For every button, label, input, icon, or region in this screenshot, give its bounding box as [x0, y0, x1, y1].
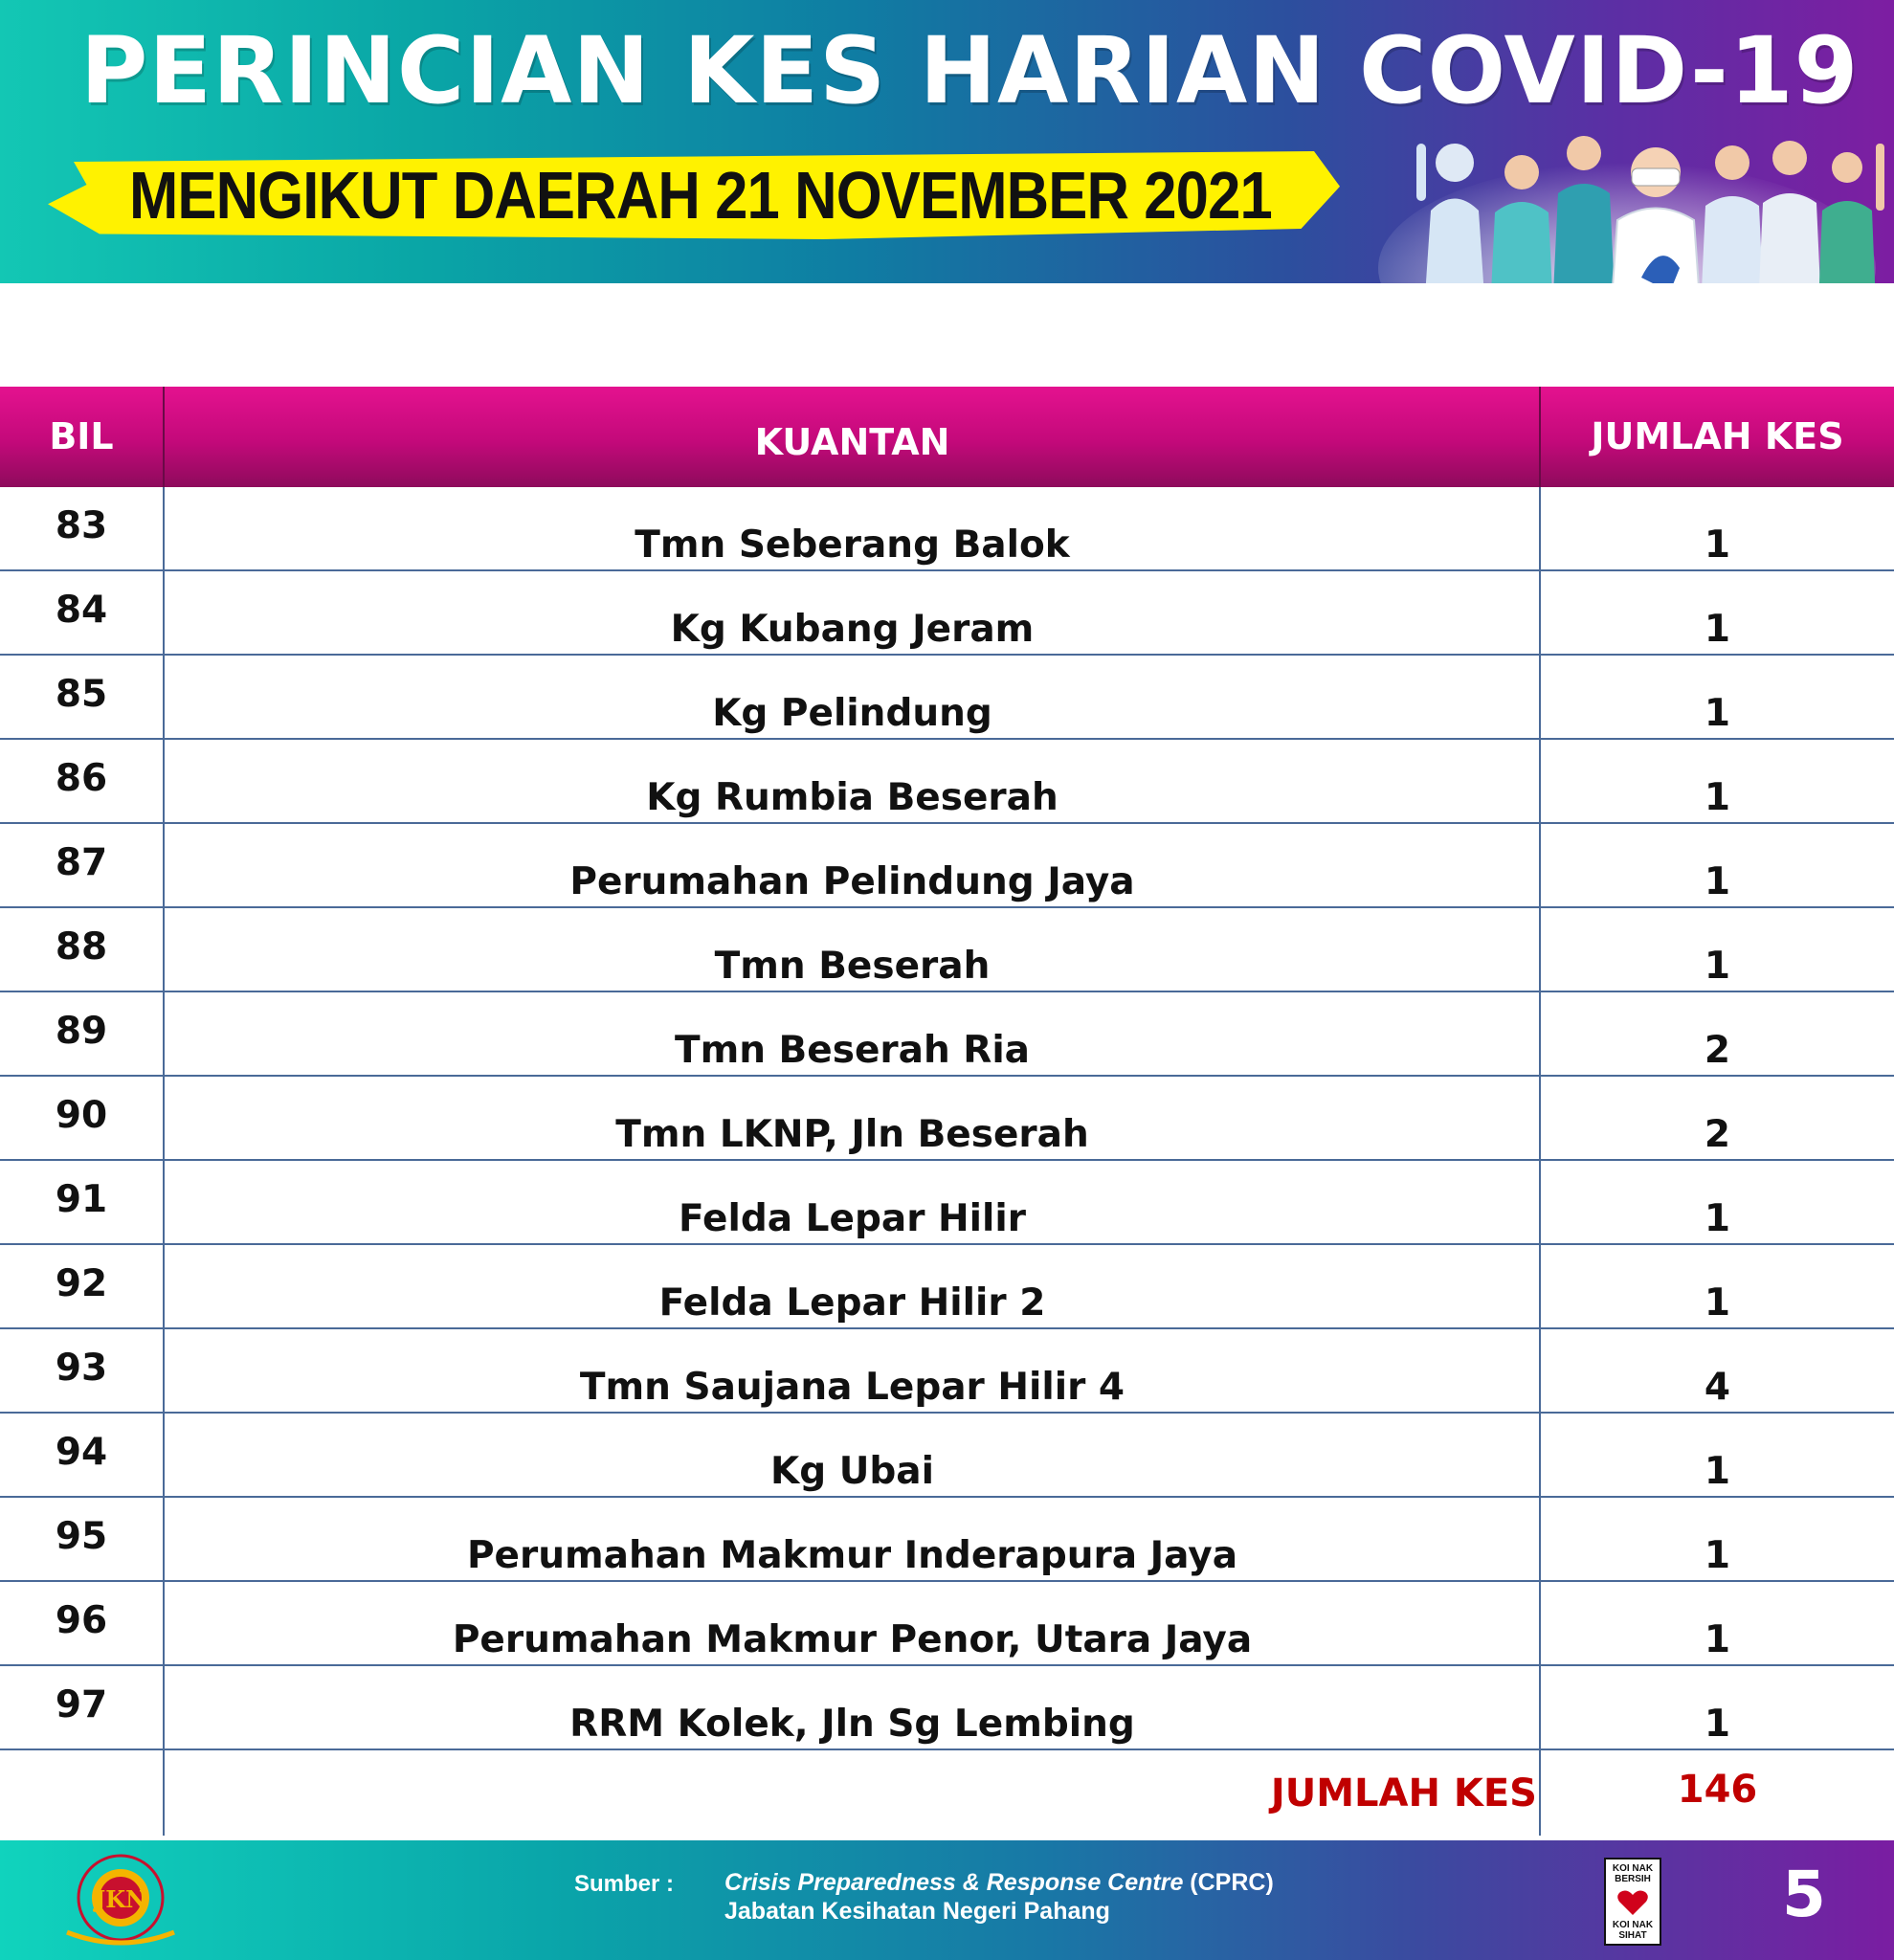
table-row — [0, 1245, 1894, 1329]
row-number: 84 — [55, 589, 108, 632]
row-number: 96 — [55, 1599, 108, 1642]
header-banner — [0, 0, 1894, 283]
row-location: Perumahan Pelindung Jaya — [569, 860, 1135, 903]
row-location: Kg Kubang Jeram — [670, 608, 1035, 651]
row-location: Felda Lepar Hilir — [678, 1197, 1027, 1240]
row-case-count: 1 — [1704, 860, 1731, 903]
source-organization-name: Crisis Preparedness & Response Centre — [724, 1869, 1184, 1896]
table-header — [0, 387, 1894, 487]
row-number: 93 — [55, 1347, 108, 1390]
row-case-count: 1 — [1704, 1618, 1731, 1661]
table-row — [0, 1666, 1894, 1750]
row-case-count: 1 — [1704, 945, 1731, 988]
row-case-count: 2 — [1704, 1113, 1731, 1156]
row-case-count: 1 — [1704, 1450, 1731, 1493]
table-row — [0, 1582, 1894, 1666]
row-location: RRM Kolek, Jln Sg Lembing — [569, 1703, 1135, 1746]
row-number: 83 — [55, 504, 108, 547]
row-number: 87 — [55, 841, 108, 884]
koi-badge-bottom-text: KOI NAK SIHAT — [1612, 1920, 1654, 1941]
koi-badge-top-text: KOI NAK BERSIH — [1612, 1863, 1654, 1884]
row-case-count: 1 — [1704, 776, 1731, 819]
row-number: 85 — [55, 673, 108, 716]
column-header-cases: JUMLAH KES — [1591, 415, 1844, 457]
row-location: Kg Ubai — [770, 1450, 934, 1493]
page-number: 5 — [1782, 1858, 1826, 1931]
healthcare-workers-illustration — [1378, 124, 1894, 283]
table-row — [0, 740, 1894, 824]
table-row — [0, 1329, 1894, 1414]
jkn-logo-icon — [54, 1848, 188, 1953]
row-number: 88 — [55, 925, 108, 969]
table-total-row — [0, 1750, 1894, 1833]
row-case-count: 1 — [1704, 692, 1731, 735]
total-value: 146 — [1677, 1768, 1758, 1812]
total-label: JUMLAH KES — [1270, 1771, 1537, 1815]
row-case-count: 1 — [1704, 1197, 1731, 1240]
column-header-bil: BIL — [49, 415, 114, 457]
row-case-count: 1 — [1704, 608, 1731, 651]
row-location: Perumahan Makmur Inderapura Jaya — [466, 1534, 1238, 1577]
row-number: 91 — [55, 1178, 108, 1221]
page-subtitle: MENGIKUT DAERAH 21 NOVEMBER 2021 — [129, 158, 1272, 233]
row-location: Perumahan Makmur Penor, Utara Jaya — [452, 1618, 1253, 1661]
column-header-district: KUANTAN — [754, 421, 950, 463]
table-row — [0, 908, 1894, 992]
source-organization — [724, 1869, 1274, 1897]
row-number: 94 — [55, 1431, 108, 1474]
table-row — [0, 992, 1894, 1077]
page-title: PERINCIAN KES HARIAN COVID-19 — [80, 17, 1860, 124]
row-location: Tmn Saujana Lepar Hilir 4 — [579, 1366, 1125, 1409]
table-row — [0, 824, 1894, 908]
row-location: Felda Lepar Hilir 2 — [658, 1281, 1046, 1325]
row-location: Tmn Seberang Balok — [635, 523, 1070, 567]
row-case-count: 2 — [1704, 1029, 1731, 1072]
row-number: 95 — [55, 1515, 108, 1558]
row-location: Tmn LKNP, Jln Beserah — [615, 1113, 1089, 1156]
row-number: 89 — [55, 1010, 108, 1053]
row-number: 92 — [55, 1262, 108, 1305]
footer-bar — [0, 1840, 1894, 1960]
row-case-count: 1 — [1704, 523, 1731, 567]
row-case-count: 1 — [1704, 1703, 1731, 1746]
row-number: 97 — [55, 1683, 108, 1726]
table-row — [0, 1498, 1894, 1582]
column-divider — [163, 487, 165, 1836]
column-divider — [163, 387, 165, 487]
row-location: Tmn Beserah — [714, 945, 991, 988]
header-spacer — [0, 283, 1894, 387]
source-organization-abbr: (CPRC) — [1183, 1869, 1274, 1896]
table-row — [0, 1414, 1894, 1498]
row-location: Kg Pelindung — [712, 692, 992, 735]
source-label: Sumber : — [574, 1871, 675, 1897]
table-row — [0, 1161, 1894, 1245]
table-row — [0, 571, 1894, 656]
row-location: Tmn Beserah Ria — [674, 1029, 1031, 1072]
table-row — [0, 656, 1894, 740]
row-number: 90 — [55, 1094, 108, 1137]
table-row — [0, 1077, 1894, 1161]
table-row — [0, 487, 1894, 571]
column-divider — [1539, 487, 1541, 1836]
koi-nak-bersih-badge-icon — [1604, 1858, 1661, 1946]
row-case-count: 4 — [1704, 1366, 1731, 1409]
source-department: Jabatan Kesihatan Negeri Pahang — [724, 1898, 1110, 1925]
row-location: Kg Rumbia Beserah — [646, 776, 1058, 819]
row-number: 86 — [55, 757, 108, 800]
column-divider — [1539, 387, 1541, 487]
heart-icon — [1615, 1888, 1650, 1917]
row-case-count: 1 — [1704, 1534, 1731, 1577]
row-case-count: 1 — [1704, 1281, 1731, 1325]
svg-text:JKN: JKN — [94, 1885, 147, 1913]
